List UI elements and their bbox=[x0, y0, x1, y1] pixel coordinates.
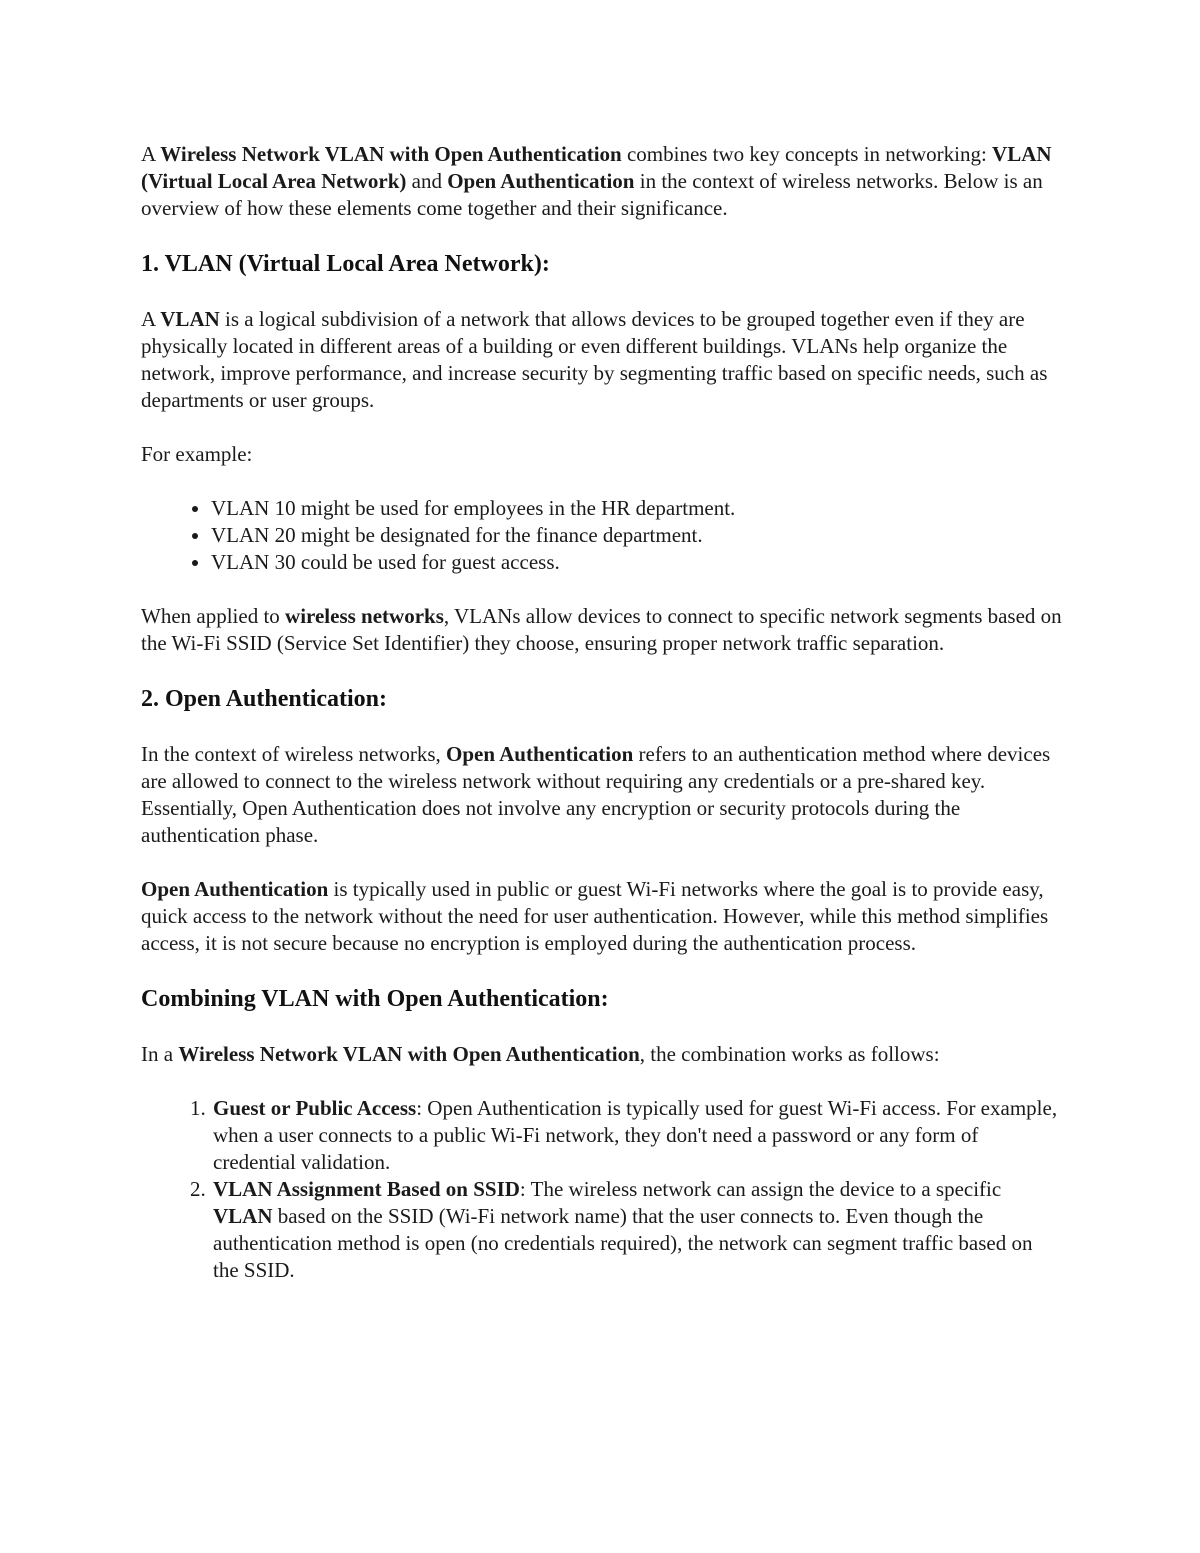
example-intro: For example: bbox=[141, 442, 253, 466]
document-page bbox=[141, 141, 1063, 1311]
section-1-paragraph: A VLAN is a logical subdivision of a network that allows devices to be grouped together even if they are physically located in different areas of a building or even different buildings. VLANs help organize the network, improve performance, and increase security by segmenting traffic based on specific needs, such as departments or user groups. bbox=[141, 307, 1048, 412]
intro-bold-open-auth: Open Authentication bbox=[447, 169, 635, 193]
intro-bold-term: Wireless Network VLAN with Open Authentication bbox=[160, 142, 622, 166]
intro-bold-vlan: VLAN (Virtual Local Area Network) bbox=[141, 142, 1052, 193]
list-item: • VLAN 10 might be used for employees in the HR department. bbox=[211, 495, 1063, 522]
list-item: • VLAN 30 could be used for guest access. bbox=[211, 549, 1063, 576]
list-item: 1. Guest or Public Access: Open Authentication is typically used for guest Wi-Fi access. For example, when a user connects to a public Wi-Fi network, they don't need a password or any form of credential validation. bbox=[211, 1095, 1063, 1176]
section-2-heading: 2. Open Authentication: bbox=[141, 686, 388, 712]
list-item: • VLAN 20 might be designated for the finance department. bbox=[211, 522, 1063, 549]
open-auth-usage-paragraph: Open Authentication is typically used in public or guest Wi-Fi networks where the goal is to provide easy, quick access to the network without the need for user authentication. However, while this method simplifies access, it is not secure because no encryption is employed during the authentication process. bbox=[141, 877, 1049, 955]
open-auth-definition-paragraph: In the context of wireless networks, Open Authentication refers to an authentication method where devices are allowed to connect to the wireless network without requiring any credentials or a pre-shared key. Essentially, Open Authentication does not involve any encryption or security protocols during the authentication phase. bbox=[141, 742, 1051, 847]
combination-list bbox=[141, 1095, 1063, 1284]
list-item: 2. VLAN Assignment Based on SSID: The wireless network can assign the device to a specific VLAN based on the SSID (Wi-Fi network name) that the user connects to. Even though the authentication method is open (no credentials required), the network can segment traffic based on the SSID. bbox=[211, 1176, 1063, 1284]
section-1-heading: 1. VLAN (Virtual Local Area Network): bbox=[141, 251, 550, 277]
intro-paragraph: A Wireless Network VLAN with Open Authentication combines two key concepts in networking: VLAN (Virtual Local Area Network) and Open Authentication in the context of wireless networks. Below is an overview of how these elements come together and their significance. bbox=[141, 142, 1052, 220]
section-3-heading: Combining VLAN with Open Authentication: bbox=[141, 986, 609, 1012]
combination-intro-paragraph: In a Wireless Network VLAN with Open Authentication, the combination works as follows: bbox=[141, 1042, 940, 1066]
example-list bbox=[141, 495, 1063, 576]
wireless-vlan-paragraph: When applied to wireless networks, VLANs allow devices to connect to specific network segments based on the Wi-Fi SSID (Service Set Identifier) they choose, ensuring proper network traffic separation. bbox=[141, 604, 1062, 655]
